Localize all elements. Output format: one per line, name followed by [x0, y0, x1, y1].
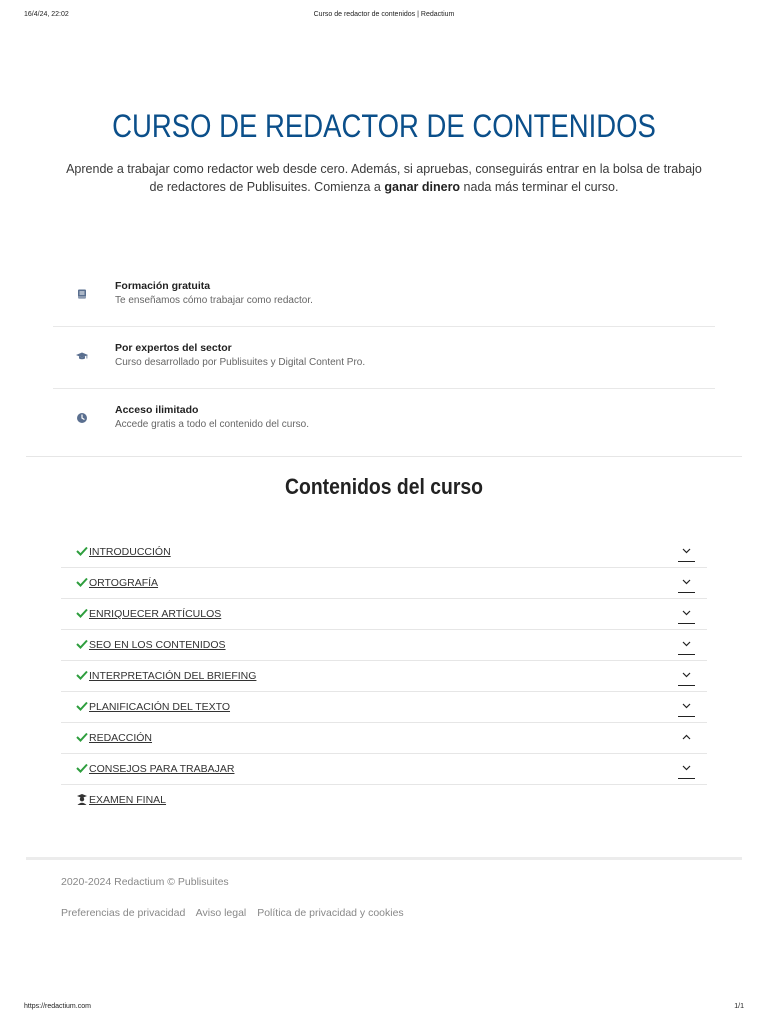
course-module-link[interactable]: INTRODUCCIÓN [89, 546, 171, 558]
copyright-text: 2020-2024 Redactium © Publisuites [61, 876, 229, 888]
print-header [0, 11, 768, 21]
feature-desc: Curso desarrollado por Publisuites y Digital Content Pro. [115, 357, 366, 368]
course-contents-list [61, 537, 707, 816]
course-module[interactable] [61, 692, 707, 723]
features-list [53, 265, 715, 451]
check-icon [76, 670, 88, 680]
course-module[interactable] [61, 568, 707, 599]
book-icon [76, 288, 88, 300]
expand-toggle[interactable] [678, 761, 695, 779]
print-page-title: Curso de redactor de contenidos | Redactium [313, 11, 455, 18]
check-icon [76, 763, 88, 773]
check-icon [76, 577, 88, 587]
feature-title: Formación gratuita [115, 280, 211, 292]
feature-item [53, 327, 715, 389]
course-module-link[interactable]: PLANIFICACIÓN DEL TEXTO [89, 701, 231, 713]
print-page-number: 1/1 [734, 1003, 744, 1010]
expand-toggle[interactable] [678, 668, 695, 686]
print-footer [0, 1003, 768, 1013]
privacy-preferences-link[interactable]: Preferencias de privacidad [61, 907, 186, 919]
chevron-down-icon [682, 703, 691, 709]
check-icon [76, 608, 88, 618]
feature-desc: Accede gratis a todo el contenido del curso. [115, 419, 310, 430]
user-graduate-icon [76, 793, 88, 805]
course-module[interactable] [61, 723, 707, 754]
course-module[interactable] [61, 599, 707, 630]
chevron-down-icon [682, 641, 691, 647]
expand-toggle[interactable] [678, 699, 695, 717]
course-module[interactable] [61, 630, 707, 661]
check-icon [76, 732, 88, 742]
final-exam-item[interactable] [61, 785, 707, 816]
expand-toggle[interactable] [678, 637, 695, 655]
expand-toggle[interactable] [678, 575, 695, 593]
chevron-down-icon [682, 548, 691, 554]
course-module-link[interactable]: ORTOGRAFÍA [89, 577, 159, 589]
hero-desc-bold: ganar dinero [384, 180, 461, 194]
course-module-link[interactable]: REDACCIÓN [89, 732, 153, 744]
chevron-up-icon [682, 734, 691, 740]
feature-title: Acceso ilimitado [115, 404, 199, 416]
hero-description [60, 160, 708, 196]
hero-desc-text-2: nada más terminar el curso. [460, 180, 619, 194]
check-icon [76, 546, 88, 556]
course-module-link[interactable]: INTERPRETACIÓN DEL BRIEFING [89, 670, 257, 682]
course-module-link[interactable]: CONSEJOS PARA TRABAJAR [89, 763, 235, 775]
clock-icon [76, 412, 88, 424]
contents-heading: Contenidos del curso [285, 474, 483, 499]
course-module[interactable] [61, 537, 707, 568]
chevron-down-icon [682, 765, 691, 771]
page-title: CURSO DE REDACTOR DE CONTENIDOS [112, 108, 656, 144]
graduation-cap-icon [76, 350, 88, 362]
course-module[interactable] [61, 661, 707, 692]
hero-desc-text-1: Aprende a trabajar como redactor web desde cero. Además, si apruebas, conseguirás entrar en la bolsa de trabajo de redactores de Publisuites. Comienza a [66, 162, 702, 194]
course-module-link[interactable]: SEO EN LOS CONTENIDOS [89, 639, 226, 651]
feature-item [53, 389, 715, 451]
legal-links [61, 907, 412, 919]
legal-notice-link[interactable]: Aviso legal [195, 907, 247, 919]
expand-toggle[interactable] [678, 606, 695, 624]
print-date: 16/4/24, 22:02 [24, 11, 69, 18]
check-icon [76, 639, 88, 649]
footer-divider [26, 857, 742, 860]
course-module-link[interactable]: ENRIQUECER ARTÍCULOS [89, 608, 222, 620]
collapse-toggle[interactable] [678, 730, 695, 748]
chevron-down-icon [682, 610, 691, 616]
chevron-down-icon [682, 579, 691, 585]
privacy-policy-link[interactable]: Política de privacidad y cookies [257, 907, 404, 919]
feature-desc: Te enseñamos cómo trabajar como redactor. [115, 295, 313, 306]
expand-toggle[interactable] [678, 544, 695, 562]
check-icon [76, 701, 88, 711]
course-module[interactable] [61, 754, 707, 785]
section-divider [26, 456, 742, 457]
final-exam-link[interactable]: EXAMEN FINAL [89, 794, 167, 806]
chevron-down-icon [682, 672, 691, 678]
print-url: https://redactium.com [24, 1003, 91, 1010]
feature-title: Por expertos del sector [115, 342, 232, 354]
feature-item [53, 265, 715, 327]
